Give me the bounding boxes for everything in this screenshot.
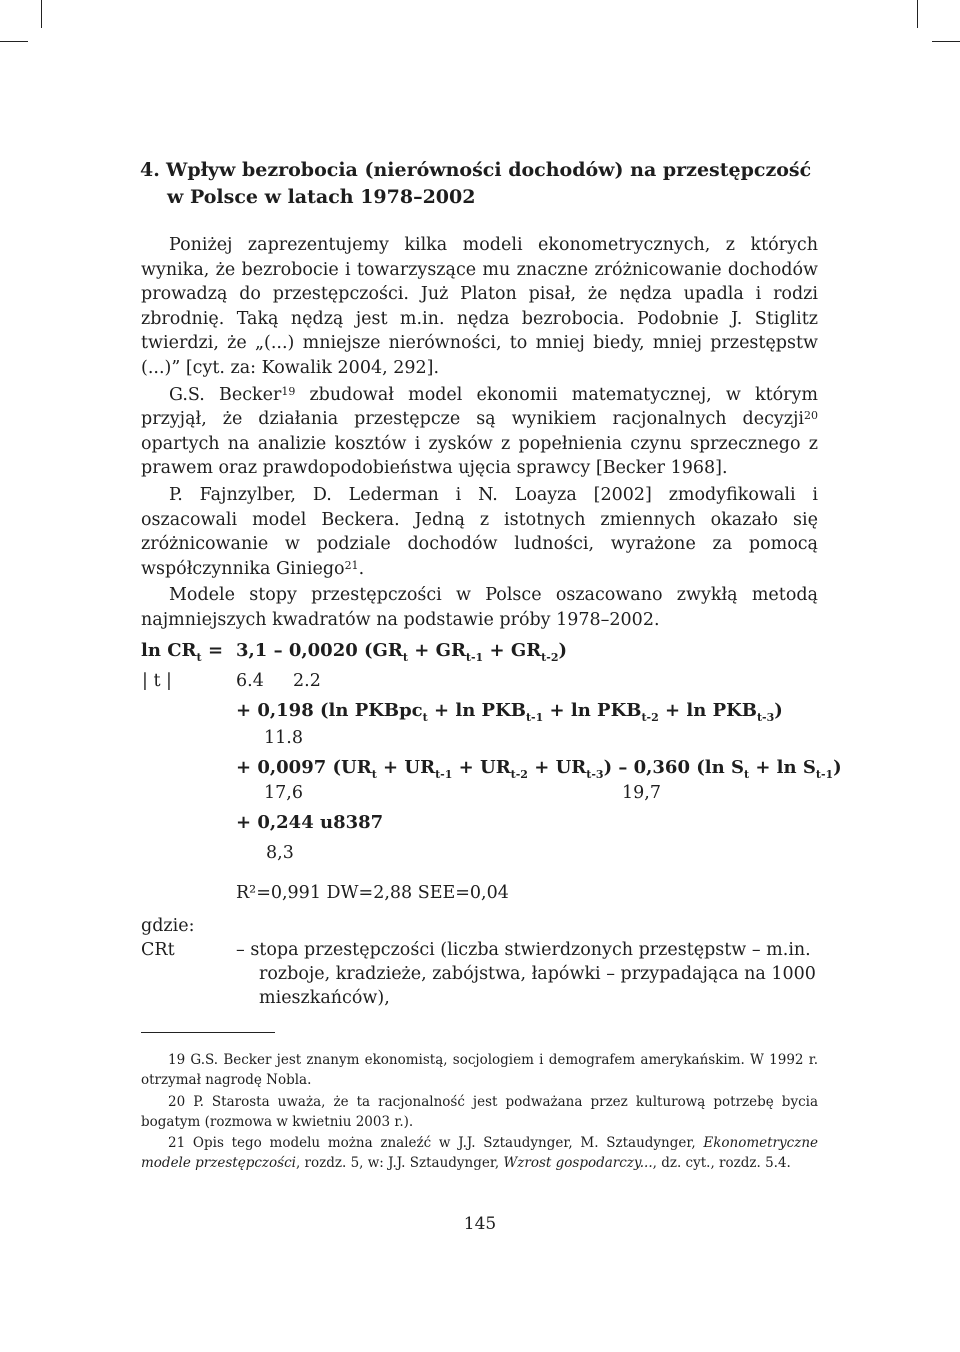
crop-mark <box>0 41 28 42</box>
page-number: 145 <box>463 1214 497 1234</box>
variable-definition: rozboje, kradzieże, zabójstwa, łapówki – przypadająca na 1000 <box>259 964 816 984</box>
paragraph-1: Poniżej zaprezentujemy kilka modeli ekonometrycznych, z których wynika, że bezrobocie i towarzyszące mu znaczne zróżnicowanie dochodów prowadzą do przestępczości. Już Platon pisał, że nędza upadla i rodzi zbrodnię. Taką nędzą jest m.in. nędza bezrobocia. Podobnie J. Stiglitz twierdzi, że „(...) mniejsze nierówności, to mniej biedy, mniej przestępstw (...)” [cyt. za: Kowalik 2004, 292]. <box>141 235 818 378</box>
crop-mark <box>917 0 918 28</box>
crop-mark <box>932 41 960 42</box>
paragraph-4: Modele stopy przestępczości w Polsce oszacowano zwykłą metodą najmniejszych kwadratów na podstawie próby 1978–2002. <box>141 585 818 630</box>
footnote-21: 21 Opis tego modelu można znaleźć w J.J. Sztaudynger, M. Sztaudynger, Ekonometryczne modele przestępczości, rozdz. 5, w: J.J. Sztaudynger, Wzrost gospodarczy..., dz. cyt., rozdz. 5.4. <box>141 1135 818 1171</box>
variable-definition: mieszkańców), <box>259 988 390 1008</box>
crop-mark <box>41 0 42 28</box>
t-stat-label: | t | <box>142 671 172 691</box>
footnote-19: 19 G.S. Becker jest znanym ekonomistą, socjologiem i demografem amerykańskim. W 1992 r. otrzymał nagrodę Nobla. <box>141 1052 818 1088</box>
t-stat-value: 19,7 <box>622 783 661 803</box>
text-run: P. Fajnzylber, D. Lederman i N. Loayza [2002] zmodyfikowali i oszacowali model Beckera. Jedną z istotnych zmiennych okazało się zróżnicowanie w podziale dochodów ludności, wyrażone za pomocą współczynnika Giniego <box>141 484 818 579</box>
heading-line-2: w Polsce w latach 1978–2002 <box>167 186 476 208</box>
footnote-rule <box>141 1032 275 1033</box>
footnote-ref[interactable]: 21 <box>344 558 359 572</box>
footnote-ref[interactable]: 20 <box>804 409 818 423</box>
equation-lhs: $\ln CR_t$ <box>141 640 202 664</box>
heading-line-1: Wpływ bezrobocia (nierówności dochodów) na przestępczość <box>166 159 812 181</box>
equation-row-1: 3,1 – 0,0020 $(GR_t + GR_{t-1} + GR_{t-2})$ <box>236 640 568 664</box>
t-stat-value: 8,3 <box>266 843 294 863</box>
equation-row-4: + 0,244 u8387 <box>236 812 384 833</box>
variable-definition: – stopa przestępczości (liczba stwierdzonych przestępstw – m.in. <box>236 940 811 960</box>
t-stat-value: 11.8 <box>264 728 303 748</box>
text-run: G.S. Becker <box>169 384 282 405</box>
footnote-20: 20 P. Starosta uważa, że ta racjonalność jest podważana przez kulturową potrzebę bycia bogatym (rozmowa w kwietniu 2003 r.). <box>141 1094 818 1130</box>
equation-row-2: + 0,198 (ln PKBpc$_t$ + $\ln PKB_{t-1} + \ln PKB_{t-2} + \ln PKB_{t-3}$) <box>236 700 783 724</box>
t-stat-value: 17,6 <box>264 783 303 803</box>
section-heading <box>140 157 840 211</box>
paragraph-3 <box>141 483 818 581</box>
paragraph-2 <box>141 383 818 481</box>
variable-name: CRt <box>141 940 175 960</box>
footnote-ref[interactable]: 19 <box>281 384 296 398</box>
section-number: 4. <box>140 159 160 181</box>
body-text <box>141 233 818 635</box>
equation-row-3: + 0,0097 $(UR_t + UR_{t-1} + UR_{t-2} + UR_{t-3}) - 0,360$ (ln $S_t + \ln S_{t-1}$) <box>236 757 842 781</box>
where-label: gdzie: <box>141 916 195 936</box>
text-run: . <box>358 558 365 579</box>
text-run: zbudował model ekonomii matematycznej, w którym przyjął, że działania przestępcze są wynikiem racjonalnych decyzji <box>141 384 818 430</box>
t-stat-value: 6.4 <box>236 671 264 691</box>
t-stat-value: 2.2 <box>293 671 321 691</box>
fit-statistics: R²=0,991 DW=2,88 SEE=0,04 <box>236 883 509 903</box>
equation-equals: = <box>208 640 224 661</box>
text-run: opartych na analizie kosztów i zysków z popełnienia czynu sprzecznego z prawem oraz prawdopodobieństwa ujęcia sprawcy [Becker 1968]. <box>141 433 818 479</box>
